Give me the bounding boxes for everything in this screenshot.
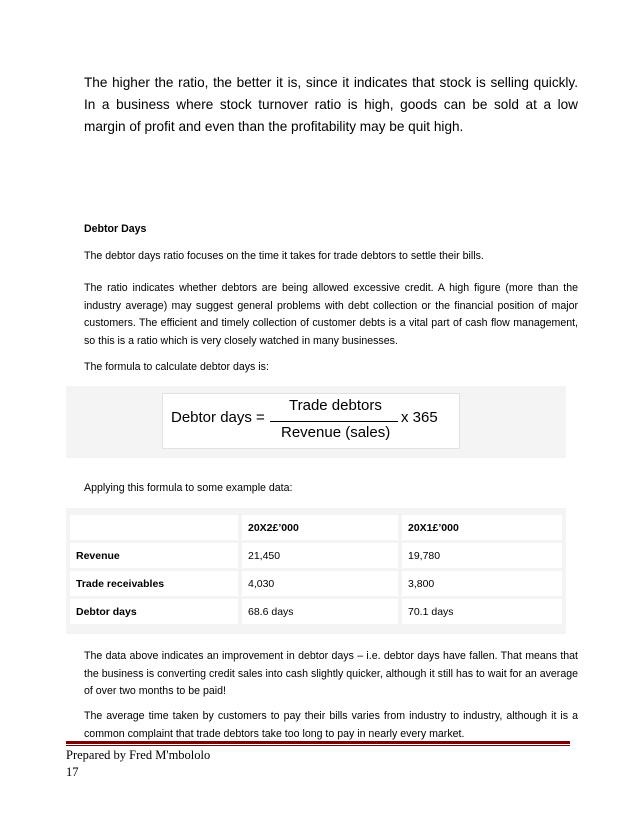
table-row [70,571,562,596]
paragraph-4: Applying this formula to some example data: [84,482,293,494]
table-row [70,543,562,568]
table-cell: 19,780 [402,543,562,568]
paragraph-2: The ratio indicates whether debtors are being allowed excessive credit. A high figure (more than the industry average) may suggest general problems with debt collection or the financial position of major customers. The efficient and timely collection of customer debts is a vital part of cash flow management, so this is a ratio which is very closely watched in many businesses. [84,282,578,347]
footer-author: Prepared by Fred M'mbololo [66,748,211,762]
paragraph-1: The debtor days ratio focuses on the time it takes for trade debtors to settle their bills. [84,250,484,262]
table-header-row [70,515,562,540]
footer-rule-thin [66,745,570,746]
table-cell: 3,800 [402,571,562,596]
table-cell: 68.6 days [242,599,402,624]
table-row [70,599,562,624]
intro-paragraph: The higher the ratio, the better it is, since it indicates that stock is selling quickly. In a business where stock turnover ratio is high, goods can be sold at a low margin of profit and even than the profitability may be quit high. [84,75,578,134]
paragraph-5: The data above indicates an improvement in debtor days – i.e. debtor days have fallen. That means that the business is converting credit sales into cash slightly quicker, although it still has to wait for an average of over two months to be paid! [84,650,578,697]
example-data-table [70,512,562,627]
formula-fraction-line [270,421,398,422]
paragraph-3: The formula to calculate debtor days is: [84,361,269,373]
table-row-label: Debtor days [70,599,242,624]
table-cell: 21,450 [242,543,402,568]
formula-numerator: Trade debtors [289,397,382,414]
formula-denominator: Revenue (sales) [281,424,391,441]
table-header-cell [70,515,242,540]
page-number: 17 [66,765,79,779]
formula-label: Debtor days = [171,409,265,426]
footer-rule [66,741,570,744]
table-row-label: Trade receivables [70,571,242,596]
section-heading: Debtor Days [84,223,147,235]
formula-image [162,393,460,449]
paragraph-6: The average time taken by customers to pay their bills varies from industry to industry, although it is a common complaint that trade debtors take too long to pay in nearly every market. [84,710,578,740]
table-row-label: Revenue [70,543,242,568]
table-header-cell: 20X2£’000 [242,515,402,540]
table-header-cell: 20X1£’000 [402,515,562,540]
formula-multiplier: x 365 [401,409,438,426]
table-cell: 70.1 days [402,599,562,624]
table-cell: 4,030 [242,571,402,596]
